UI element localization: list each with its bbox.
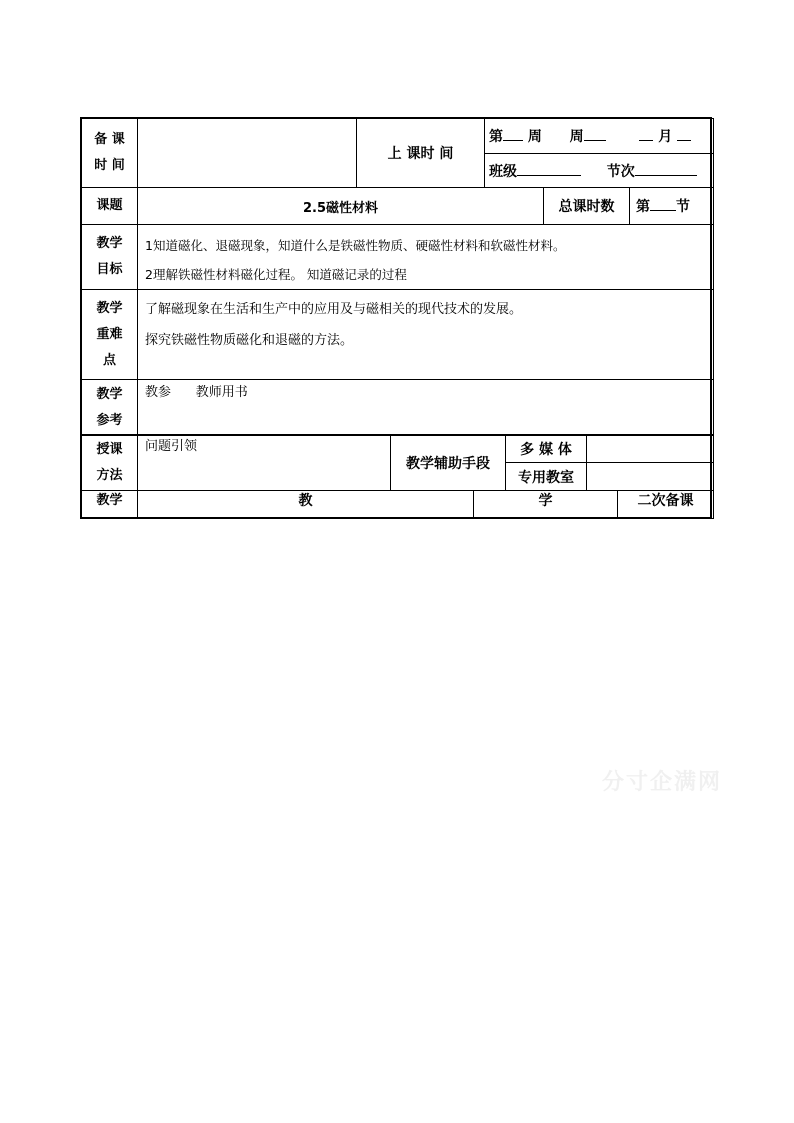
weekday-blank[interactable] (584, 127, 606, 141)
month-label: 月 (658, 129, 673, 145)
week-blank[interactable] (503, 127, 523, 141)
room-label: 专用教室 (506, 463, 587, 491)
process-table (81, 490, 714, 519)
method-value: 问题引领 (138, 435, 391, 491)
references-label (82, 380, 138, 436)
period-blank[interactable] (635, 162, 697, 176)
key-points-content (138, 290, 714, 380)
method-label (82, 435, 138, 491)
day-blank[interactable] (677, 127, 691, 141)
aid-label: 教学辅助手段 (391, 435, 506, 491)
goals-label (82, 225, 138, 290)
content-table (81, 224, 714, 436)
class-time-label: 上 课时 间 (357, 119, 485, 188)
goals-content (138, 225, 714, 290)
process-teach: 教 (138, 491, 474, 519)
references-label-line2: 参考 (96, 412, 123, 428)
goals-label-line1: 教学 (96, 236, 123, 251)
prep-time-label (82, 119, 138, 188)
method-label-line2: 方法 (96, 467, 123, 483)
key-points-label-line1: 教学 (96, 300, 123, 316)
method-table (81, 434, 714, 491)
weekday-label: 周 (569, 129, 584, 145)
process-label: 教学 (82, 491, 138, 519)
key-point-item: 探究铁磁性物质磁化和退磁的方法。 (145, 333, 354, 348)
total-hours-label: 总课时数 (544, 188, 630, 225)
process-learn: 学 (474, 491, 618, 519)
references-value: 教参 教师用书 (138, 380, 714, 436)
goal-item: 1知道磁化、退磁现象，知道什么是铁磁性物质、硬磁性材料和软磁性材料。 (145, 238, 566, 253)
goal-item: 2理解铁磁性材料磁化过程。 知道磁记录的过程 (145, 267, 407, 282)
key-point-item: 了解磁现象在生活和生产中的应用及与磁相关的现代技术的发展。 (145, 302, 523, 317)
media-value[interactable] (587, 435, 714, 463)
prep-time-label-line1: 备 课 (94, 132, 125, 147)
section-blank[interactable] (650, 197, 676, 211)
media-label: 多 媒 体 (506, 435, 587, 463)
references-label-line1: 教学 (96, 386, 123, 402)
topic-table (81, 187, 714, 225)
class-blank[interactable] (517, 162, 581, 176)
watermark: 分寸企满网 (602, 769, 723, 795)
period-label: 节次 (606, 163, 635, 180)
key-points-label-line2: 重难 (96, 326, 123, 342)
room-value[interactable] (587, 463, 714, 491)
goals-label-line2: 目标 (96, 262, 123, 277)
section-cell (630, 188, 714, 225)
section-suffix: 节 (676, 199, 690, 215)
topic-label: 课题 (82, 188, 138, 225)
process-second-prep: 二次备课 (618, 491, 714, 519)
key-points-label (82, 290, 138, 380)
week-prefix: 第 (489, 129, 503, 145)
section-prefix: 第 (636, 199, 650, 215)
month-blank[interactable] (639, 127, 653, 141)
prep-time-value[interactable] (138, 119, 357, 188)
topic-value: 2.5磁性材料 (138, 188, 544, 225)
method-label-line1: 授课 (96, 441, 123, 457)
week-row (485, 119, 714, 154)
week-label: 周 (527, 129, 542, 145)
header-table (81, 118, 714, 188)
key-points-label-line3: 点 (102, 352, 116, 368)
prep-time-label-line2: 时 间 (94, 158, 125, 173)
class-row (485, 154, 714, 188)
class-label: 班级 (489, 163, 517, 180)
